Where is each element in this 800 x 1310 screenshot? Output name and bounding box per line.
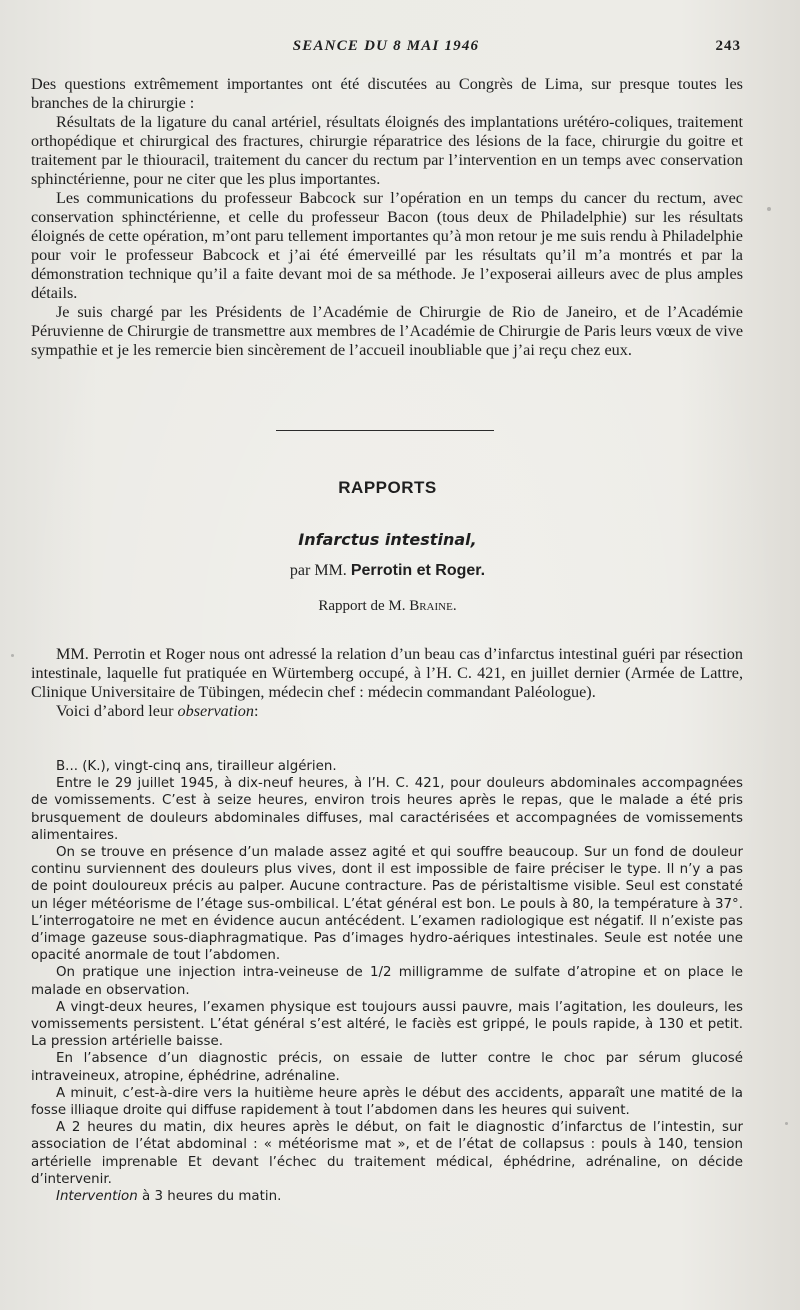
reporter-name: Braine. (409, 598, 457, 614)
report-line (0, 598, 775, 615)
observation-word: observation (177, 702, 254, 720)
observation-paragraph-8: A 2 heures du matin, dix heures après le début, on fait le diagnostic d’infarctus de l’intestin, sur association de l’état abdominal : « météorisme mat », et de l’état de collapsus : pouls à 140, tension artérielle imprenable Et devant l’échec du traitement médical, éphédrine, adrénaline, on décide d’intervenir. (31, 1120, 743, 1187)
report-paragraph-1: MM. Perrotin et Roger nous ont adressé la relation d’un beau cas d’infarctus intestinal guéri par résection intestinale, laquelle fut pratiquée en Würtemberg occupé, à l’H. C. 421, en juillet dernier (Armée de Lattre, Clinique Universitaire de Tübingen, médecin chef : médecin commandant Paléologue). (31, 645, 743, 701)
scan-speck (785, 1122, 788, 1125)
running-title: SEANCE DU 8 MAI 1946 (292, 38, 480, 54)
authors-prefix: par MM. (289, 562, 347, 579)
scan-speck (767, 207, 771, 211)
page-number: 243 (715, 38, 741, 54)
intro-text (31, 75, 743, 360)
observation-colon: : (253, 702, 259, 720)
page-header (31, 38, 741, 62)
intro-paragraph-4: Je suis chargé par les Présidents de l’Académie de Chirurgie de Rio de Janeiro, et de l’Académie Péruvienne de Chirurgie de transmettre aux membres de l’Académie de Chirurgie de Paris leurs vœux de vive sympathie et je les remercie bien sincèrement de l’accueil inoubliable que j’ai reçu chez eux. (31, 303, 743, 359)
clinical-observation (31, 758, 743, 1205)
intro-paragraph-1: Des questions extrêmement importantes ont été discutées au Congrès de Lima, sur presque toutes les branches de la chirurgie : (31, 75, 743, 112)
observation-paragraph-2: Entre le 29 juillet 1945, à dix-neuf heures, à l’H. C. 421, pour douleurs abdominales accompagnées de vomissements. C’est à seize heures, environ trois heures après le repas, que le malade a été pris brusquement de douleurs abdominales diffuses, mal caractérisées et accompagnées de vomissements alimentaires. (31, 776, 743, 843)
section-divider (276, 430, 494, 431)
intervention-line (31, 1188, 743, 1205)
observation-paragraph-3: On se trouve en présence d’un malade assez agité et qui souffre beaucoup. Sur un fond de douleur continu surviennent des douleurs plus vives, dont il est impossible de faire préciser le type. Il n’y a pas de point douloureux précis au palper. Aucune contracture. Pas de péristaltisme visible. Seul est constaté un léger météorisme de l’étage sus-ombilical. L’état général est bon. Le pouls à 80, la température à 37°. L’interrogatoire ne met en évidence aucun antécédent. L’examen radiologique est négatif. Il n’existe pas d’image gazeuse sous-diaphragmatique. Pas d’images hydro-aériques intestinales. Seule est notée une opacité anormale de tout l’abdomen. (31, 845, 743, 964)
section-heading: RAPPORTS (338, 478, 437, 497)
observation-paragraph-5: A vingt-deux heures, l’examen physique est toujours aussi pauvre, mais l’agitation, les douleurs, les vomissements persistent. L’état général s’est altéré, le faciès est grippé, le pouls rapide, à 130 et petit. La pression artérielle baisse. (31, 999, 743, 1050)
article-title: Infarctus intestinal, (298, 530, 477, 549)
observation-paragraph-4: On pratique une injection intra-veineuse de 1/2 milligramme de sulfate d’atropine et on place le malade en observation. (31, 965, 743, 998)
observation-paragraph-7: A minuit, c’est-à-dire vers la huitième heure après le début des accidents, apparaît une matité de la fosse illiaque droite qui diffuse rapidement à tout l’abdomen dans les heures qui suivent. (31, 1085, 743, 1119)
authors-names: Perrotin et Roger. (350, 562, 486, 579)
report-paragraph-2 (31, 702, 743, 721)
report-text (31, 645, 743, 721)
report-prefix: Rapport de M. (318, 598, 406, 614)
intervention-time: à 3 heures du matin. (142, 1189, 282, 1205)
intro-paragraph-2: Résultats de la ligature du canal artériel, résultats éloignés des implantations urétéro-coliques, traitement orthopédique et chirurgical des fractures, chirurgie réparatrice des lésions de la face, chirurgie du goitre et traitement par le thiouracil, traitement du cancer du rectum par l’intervention en un temps avec conservation sphinctérienne, pour ne citer que les plus importantes. (31, 113, 743, 188)
observation-intro: Voici d’abord leur (56, 702, 174, 720)
scan-speck (11, 654, 14, 657)
intro-paragraph-3: Les communications du professeur Babcock sur l’opération en un temps du cancer du rectum, avec conservation sphinctérienne, et celle du professeur Bacon (tous deux de Philadelphie) sur les résultats éloignés de cette opération, m’ont paru tellement importantes qu’à mon retour je me suis rendu à Philadelphie pour voir le professeur Babcock et j’ai été émerveillé par les résultats qu’il m’a montrés et par la démonstration technique qu’il a faite devant moi de sa méthode. Je l’exposerai ailleurs avec de plus amples détails. (31, 189, 743, 302)
observation-paragraph-6: En l’absence d’un diagnostic précis, on essaie de lutter contre le choc par sérum glucosé intraveineux, atropine, éphédrine, adrénaline. (31, 1051, 743, 1084)
authors-line (0, 562, 775, 580)
observation-paragraph-1: B... (K.), vingt-cinq ans, tirailleur algérien. (56, 759, 337, 774)
intervention-label: Intervention (56, 1189, 138, 1205)
